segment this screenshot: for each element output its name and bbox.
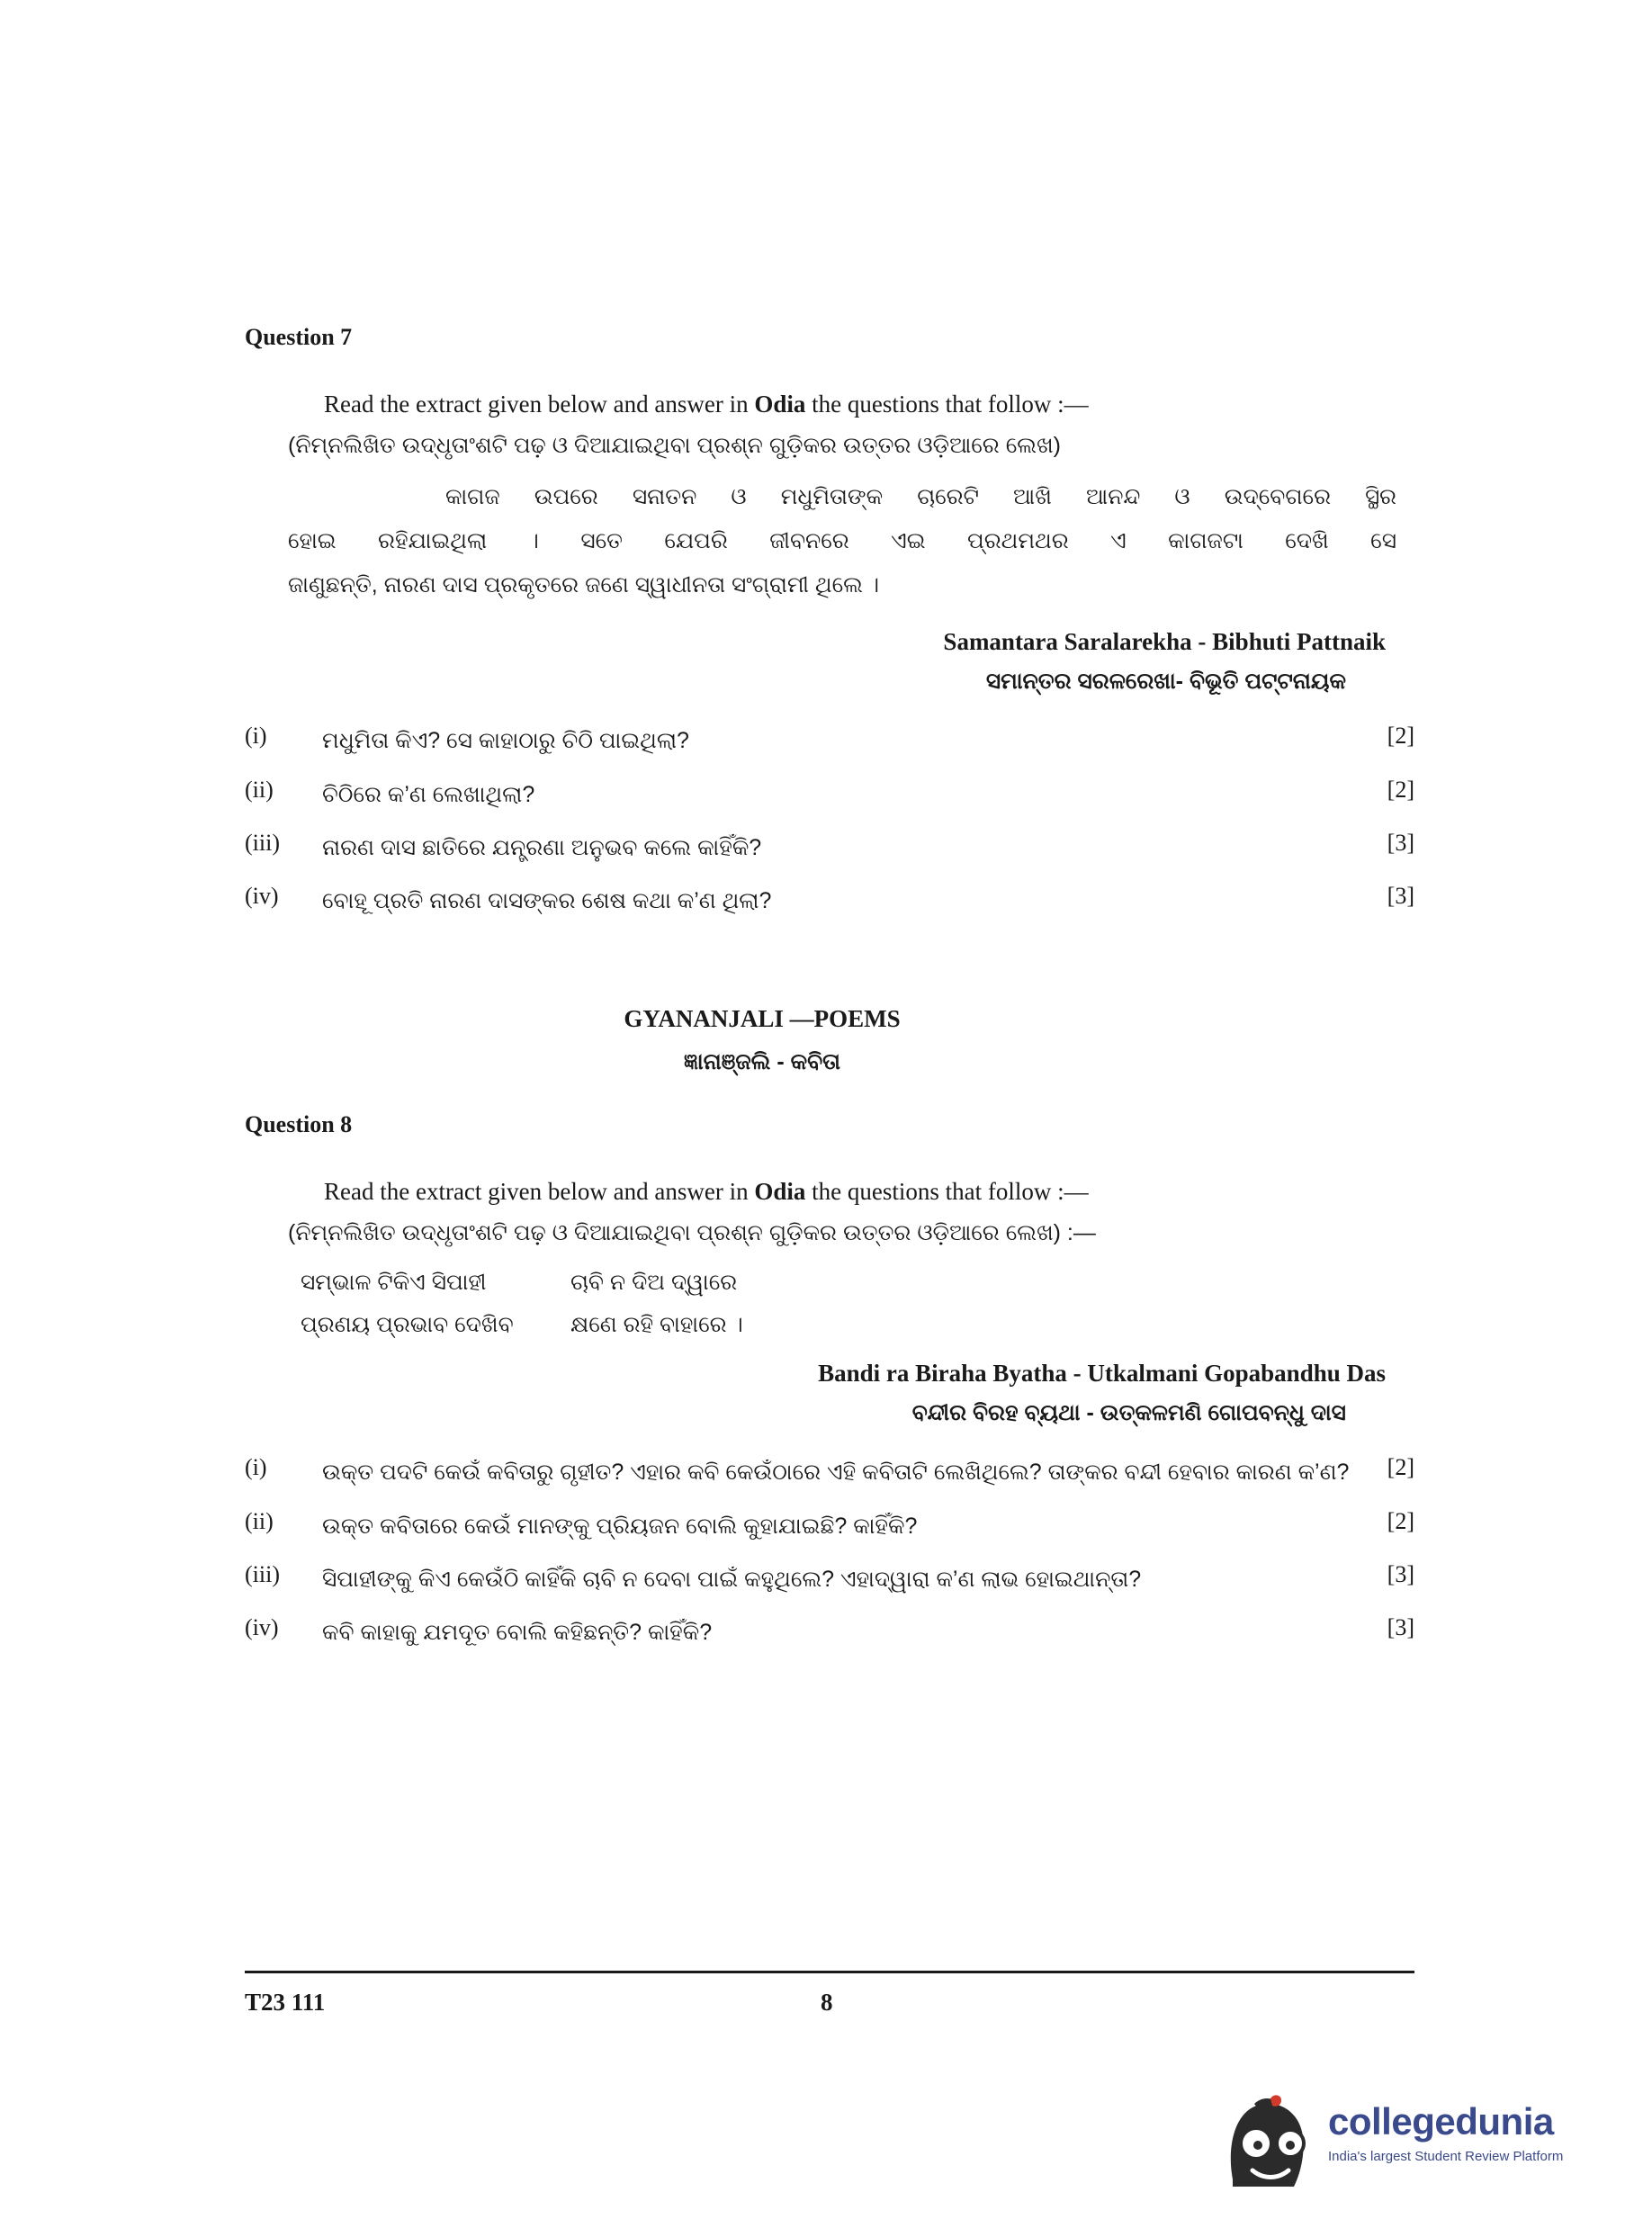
question-8-instruction bbox=[245, 1178, 1414, 1206]
item-number: (iv) bbox=[245, 883, 279, 909]
item-text: ମଧୁମିତା କିଏ? ସେ କାହାଠାରୁ ଚିଠି ପାଇଥିଲା? bbox=[322, 728, 689, 754]
item-marks: [3] bbox=[1387, 829, 1414, 856]
question-8-instruction-odia: (ନିମ୍ନଲିଖିତ ଉଦ୍ଧୃତାଂଶଟି ପଢ଼ ଓ ଦିଆଯାଇଥିବା ପ୍ରଶ୍ନ ଗୁଡ଼ିକର ଉତ୍ତର ଓଡ଼ିଆରେ ଲେଖ) :— bbox=[288, 1220, 1096, 1246]
item-number: (iv) bbox=[245, 1614, 279, 1640]
item-marks: [2] bbox=[1387, 723, 1414, 750]
item-text: ଉକ୍ତ କବିତାରେ କେଉଁ ମାନଙ୍କୁ ପ୍ରିୟଜନ ବୋଲି କୁହାଯାଇଛି? କାହିଁକି? bbox=[322, 1513, 918, 1539]
item-marks: [2] bbox=[1387, 1454, 1414, 1481]
item-number: (ii) bbox=[245, 1507, 274, 1534]
item-marks: [3] bbox=[1387, 1560, 1414, 1587]
collegedunia-mascot-icon bbox=[1215, 2093, 1314, 2188]
item-number: (i) bbox=[245, 1454, 267, 1481]
page-content bbox=[245, 324, 1414, 1659]
question-7-attribution-odia: ସମାନ୍ତର ସରଳରେଖା- ବିଭୂତି ପଟ୍ଟନାୟକ bbox=[985, 669, 1346, 695]
instruction-language: Odia bbox=[754, 391, 806, 418]
instruction-prefix: Read the extract given below and answer in bbox=[324, 1178, 755, 1206]
question-item bbox=[245, 875, 1414, 928]
poem-line bbox=[301, 1270, 1414, 1296]
item-marks: [2] bbox=[1387, 776, 1414, 803]
item-number: (iii) bbox=[245, 829, 280, 856]
question-8-attribution-english: Bandi ra Biraha Byatha - Utkalmani Gopabandhu Das bbox=[818, 1360, 1386, 1388]
item-text: ବୋହୂ ପ୍ରତି ନାରଣ ଦାସଙ୍କର ଶେଷ କଥା କ’ଣ ଥିଲା? bbox=[322, 888, 772, 913]
extract-line-1: କାଗଜ ଉପରେ ସନାତନ ଓ ମଧୁମିତାଙ୍କ ଚାରେଟି ଆଖି ଆନନ୍ଦ ଓ ଉଦ୍‌ବେଗରେ ସ୍ଥିର bbox=[445, 484, 1396, 509]
poem-line-right: ଚାବି ନ ଦିଅ ଦ୍ୱାରେ bbox=[570, 1270, 738, 1296]
question-7-instruction-odia: (ନିମ୍ନଲିଖିତ ଉଦ୍ଧୃତାଂଶଟି ପଢ଼ ଓ ଦିଆଯାଇଥିବା ପ୍ରଶ୍ନ ଗୁଡ଼ିକର ଉତ୍ତର ଓଡ଼ିଆରେ ଲେଖ) bbox=[288, 433, 1061, 458]
question-7-attribution-english: Samantara Saralarekha - Bibhuti Pattnaik bbox=[943, 628, 1386, 656]
item-text: କବି କାହାକୁ ଯମଦୂତ ବୋଲି କହିଛନ୍ତି? କାହିଁକି? bbox=[322, 1620, 713, 1645]
question-7-instruction bbox=[245, 391, 1414, 418]
poem-line-left: ସମ୍ଭାଳ ଟିକିଏ ସିପାହୀ bbox=[301, 1270, 487, 1296]
instruction-suffix: the questions that follow :— bbox=[805, 1178, 1089, 1206]
question-7-subquestions bbox=[245, 714, 1414, 928]
question-item bbox=[245, 1553, 1414, 1606]
item-marks: [3] bbox=[1387, 1614, 1414, 1640]
extract-line-3: ଜାଣୁଛନ୍ତି, ନାରଣ ଦାସ ପ୍ରକୃତରେ ଜଣେ ସ୍ୱାଧୀନତା ସଂଗ୍ରାମୀ ଥିଲେ । bbox=[288, 571, 880, 597]
item-number: (ii) bbox=[245, 776, 274, 803]
question-item bbox=[245, 714, 1414, 768]
question-item bbox=[245, 768, 1414, 822]
item-number: (i) bbox=[245, 723, 267, 750]
instruction-language: Odia bbox=[754, 1178, 806, 1206]
question-7-extract bbox=[245, 475, 1414, 606]
footer-paper-code: T23 111 bbox=[245, 1989, 326, 2016]
question-item bbox=[245, 1500, 1414, 1553]
poem-line-left: ପ୍ରଣୟ ପ୍ରଭାବ ଦେଖିବ bbox=[301, 1312, 514, 1338]
item-text: ଚିଠିରେ କ’ଣ ଲେଖାଥିଲା? bbox=[322, 781, 535, 807]
poem-line bbox=[301, 1312, 1414, 1338]
item-text: ସିପାହୀଙ୍କୁ କିଏ କେଉଁଠି କାହିଁକି ଚାବି ନ ଦେବା ପାଇଁ କହୁଥିଲେ? ଏହାଦ୍ୱାରା କ’ଣ ଲାଭ ହୋଇଥାନ୍ତା? bbox=[322, 1566, 1142, 1592]
item-text: ଉକ୍ତ ପଦଟି କେଉଁ କବିତାରୁ ଗୃହୀତ? ଏହାର କବି କେଉଁଠାରେ ଏହି କବିତାଟି ଲେଖିଥିଲେ? ତାଙ୍କର ବନ୍ଦୀ ହେବାର କାରଣ କ’ଣ? bbox=[322, 1460, 1350, 1486]
item-marks: [3] bbox=[1387, 883, 1414, 909]
collegedunia-watermark bbox=[1215, 2088, 1611, 2196]
item-marks: [2] bbox=[1387, 1507, 1414, 1534]
question-8-heading: Question 8 bbox=[245, 1111, 353, 1138]
section-title-english: GYANANJALI —POEMS bbox=[624, 1005, 901, 1033]
question-item bbox=[245, 1446, 1414, 1499]
collegedunia-brand: collegedunia bbox=[1328, 2100, 1554, 2143]
instruction-prefix: Read the extract given below and answer in bbox=[324, 391, 755, 418]
question-8-subquestions bbox=[245, 1446, 1414, 1659]
question-8-attribution-odia: ବନ୍ଦୀର ବିରହ ବ୍ୟଥା - ଉତ୍କଳମଣି ଗୋପବନ୍ଧୁ ଦାସ bbox=[911, 1400, 1346, 1426]
footer-page-number: 8 bbox=[821, 1989, 833, 2016]
instruction-suffix: the questions that follow :— bbox=[805, 391, 1089, 418]
collegedunia-wordmark bbox=[1328, 2100, 1563, 2164]
question-8-poem-extract bbox=[245, 1270, 1414, 1338]
question-item bbox=[245, 822, 1414, 875]
extract-line-2: ହୋଇ ରହିଯାଇଥିଲା । ସତେ ଯେପରି ଜୀବନରେ ଏଇ ପ୍ରଥମଥର ଏ କାଗଜଟା ଦେଖି ସେ bbox=[288, 527, 1396, 553]
item-number: (iii) bbox=[245, 1560, 280, 1587]
collegedunia-tagline: India's largest Student Review Platform bbox=[1328, 2149, 1564, 2164]
question-7-heading: Question 7 bbox=[245, 324, 353, 350]
poem-line-right: କ୍ଷଣେ ରହି ବାହାରେ । bbox=[570, 1312, 743, 1338]
question-item bbox=[245, 1606, 1414, 1659]
footer-divider bbox=[245, 1971, 1414, 1973]
section-title-odia: ଜ୍ଞାନାଞ୍ଜଲି - କବିତା bbox=[683, 1049, 841, 1075]
item-text: ନାରଣ ଦାସ ଛାତିରେ ଯନ୍ତ୍ରଣା ଅନୁଭବ କଲେ କାହିଁକି? bbox=[322, 834, 762, 860]
